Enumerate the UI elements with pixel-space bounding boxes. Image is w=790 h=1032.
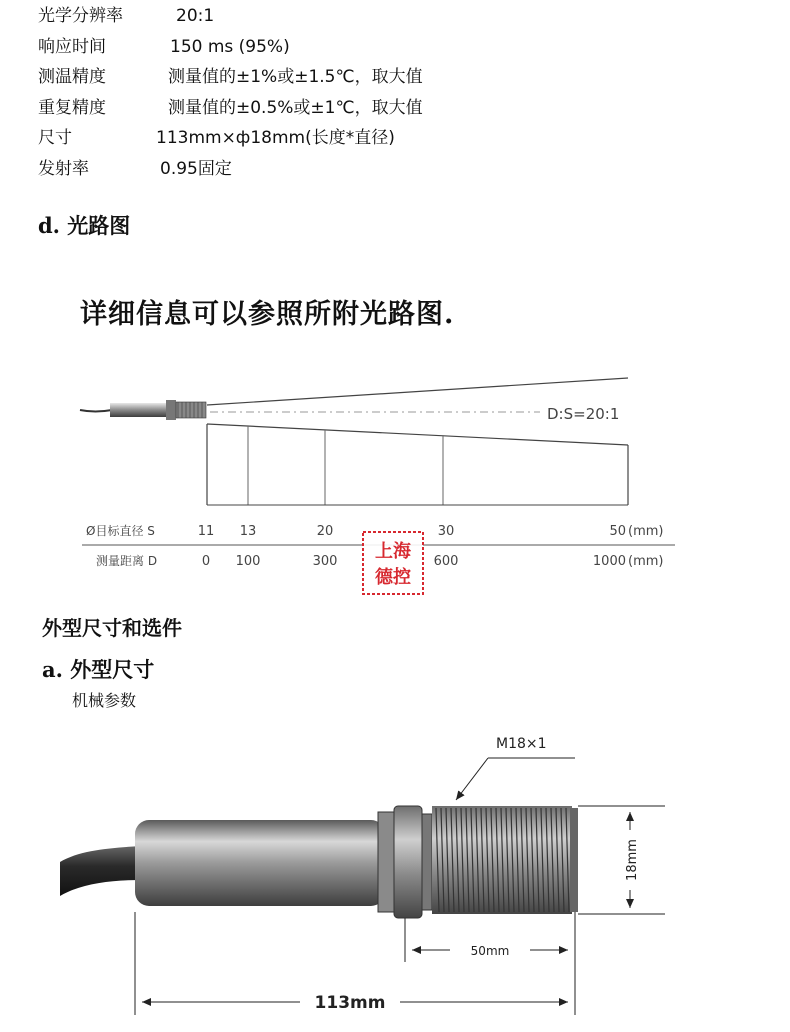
d-value: 600 (433, 554, 459, 569)
spec-value: 20:1 (176, 6, 215, 26)
spec-value: 113mm×ф18mm(长度*直径) (156, 128, 395, 148)
spec-value: 0.95固定 (160, 159, 232, 179)
spec-label: 尺寸 (38, 128, 72, 148)
s-value: 50 (609, 524, 626, 539)
total-length-label: 113mm (314, 993, 386, 1013)
spec-value: 测量值的±0.5%或±1℃，取大值 (168, 98, 423, 118)
d-value: 300 (312, 554, 338, 569)
s-value: 11 (197, 524, 215, 539)
spec-value: 150 ms (95%) (170, 37, 290, 57)
s-value: 13 (239, 524, 257, 539)
diameter-label: 18mm (625, 839, 640, 881)
spec-value: 测量值的±1%或±1.5℃，取大值 (168, 67, 423, 87)
ratio-label: D:S=20:1 (547, 405, 620, 423)
spec-row-emissivity (38, 158, 232, 180)
d-value: 100 (235, 554, 261, 569)
d-value: 0 (201, 554, 211, 569)
spec-label: 重复精度 (38, 98, 106, 118)
stamp-text: 上海 (375, 541, 411, 562)
cable-icon (60, 846, 140, 896)
spec-row-size (38, 127, 395, 149)
d-value: 1000 (592, 554, 626, 569)
spec-row-response-time (38, 36, 290, 58)
spec-row-accuracy (38, 66, 423, 88)
mechanical-drawing (0, 720, 790, 1032)
spec-row-resolution (38, 5, 215, 27)
stamp-text: 德控 (375, 567, 411, 588)
sensor-body-icon (135, 806, 578, 918)
s-value: 20 (316, 524, 334, 539)
optical-intro: 详细信息可以参照所附光路图. (80, 299, 455, 330)
company-stamp (363, 532, 423, 594)
optical-path-diagram (0, 360, 790, 610)
section-a-heading: a. 外型尺寸 (42, 657, 155, 682)
thread-label: M18×1 (496, 736, 547, 752)
spec-label: 光学分辨率 (38, 6, 123, 26)
s-unit: (mm) (628, 524, 664, 539)
section-dims-heading: 外型尺寸和选件 (42, 616, 182, 640)
sensor-icon (80, 400, 206, 420)
section-d-heading: d. 光路图 (38, 213, 131, 238)
d-unit: (mm) (628, 554, 664, 569)
s-value: 30 (437, 524, 455, 539)
spec-label: 发射率 (38, 159, 89, 179)
row-s-label: Ø目标直径 S (86, 524, 155, 538)
row-d-label: 测量距离 D (96, 554, 158, 568)
section-a-subtitle: 机械参数 (72, 691, 137, 710)
spec-label: 测温精度 (38, 67, 106, 87)
thread-length-label: 50mm (470, 944, 510, 958)
spec-label: 响应时间 (38, 37, 106, 57)
spec-row-repeatability (38, 97, 423, 119)
